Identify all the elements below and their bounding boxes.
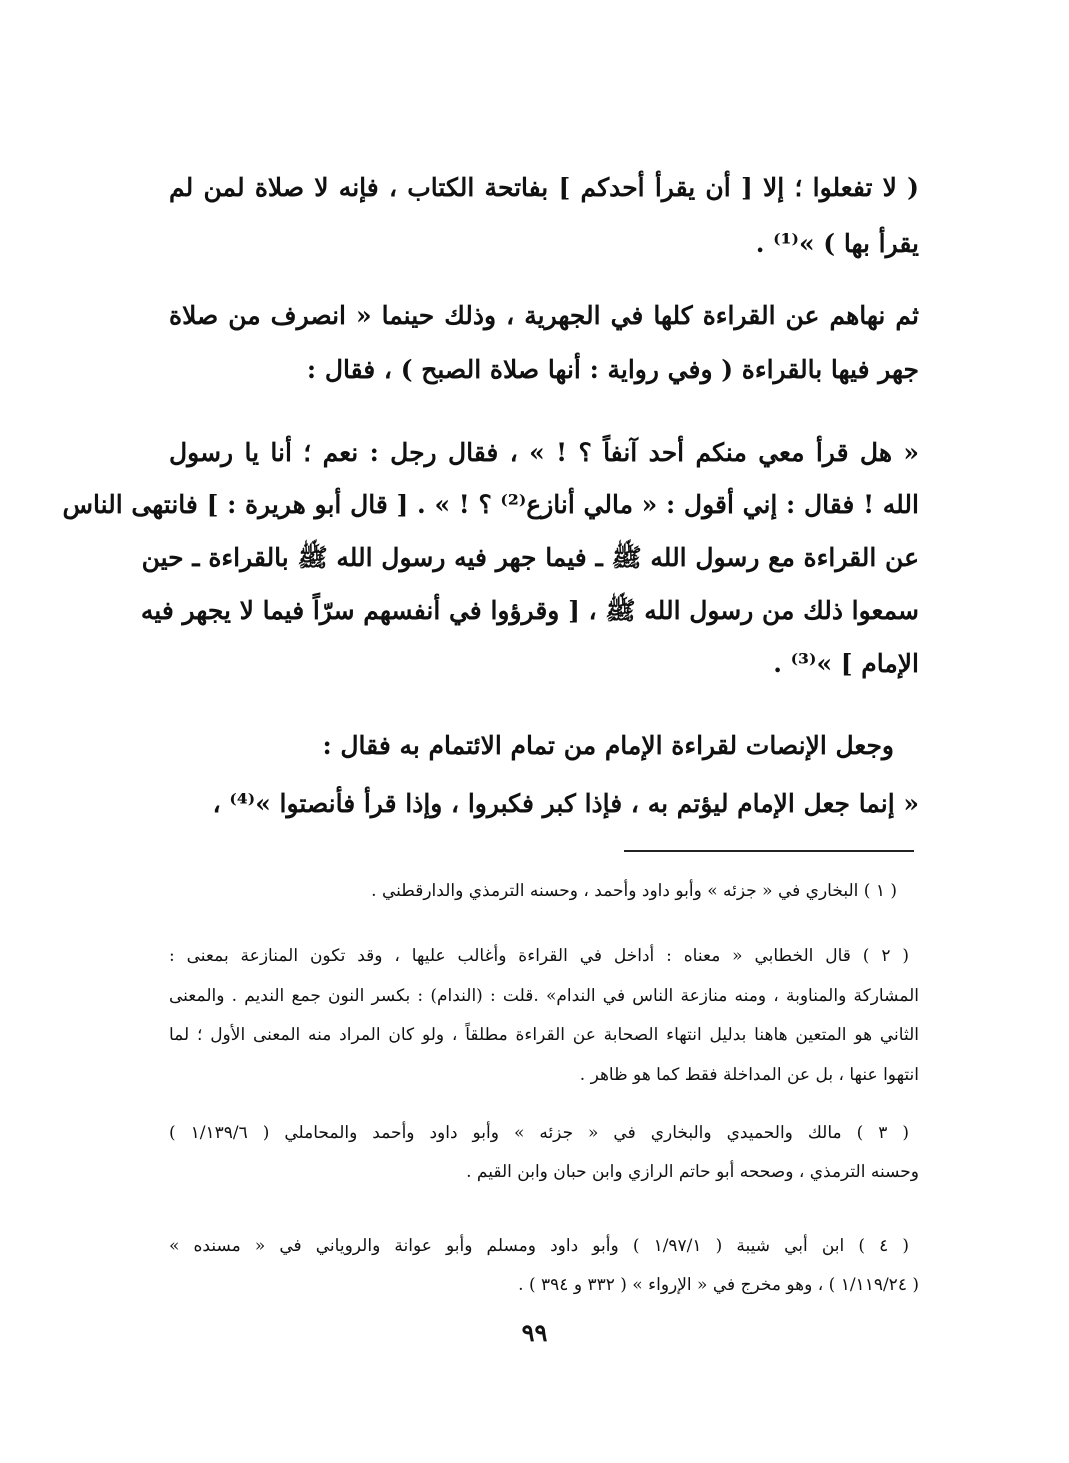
- main-text-line: الإمام ] »⁽³⁾ .: [773, 649, 919, 678]
- main-text-line: وجعل الإنصات لقراءة الإمام من تمام الائتمام به فقال :: [322, 731, 894, 760]
- main-text-line: عن القراءة مع رسول الله ﷺ ـ فيما جهر فيه رسول الله ﷺ بالقراءة ـ حين: [141, 543, 919, 572]
- main-text-line: ( لا تفعلوا ؛ إلا [ أن يقرأ أحدكم ] بفاتحة الكتاب ، فإنه لا صلاة لمن لم: [169, 173, 919, 202]
- main-text-line: يقرأ بها ) »⁽¹⁾ .: [755, 229, 919, 258]
- footnote-line: ( ١/١١٩/٢٤ ) ، وهو مخرج في « الإرواء » ( ٣٣٢ و ٣٩٤ ) .: [518, 1275, 919, 1295]
- page-number: ٩٩: [521, 1318, 548, 1347]
- footnote-line: المشاركة والمناوبة ، ومنه منازعة الناس في الندام» .قلت : (الندام) : بكسر النون جمع النديم . والمعنى: [169, 986, 919, 1006]
- footnote-line: ( ٣ ) مالك والحميدي والبخاري في « جزئه » وأبو داود وأحمد والمحاملي ( ١/١٣٩/٦ ): [169, 1123, 910, 1143]
- footnote-line: ( ١ ) البخاري في « جزئه » وأبو داود وأحمد ، وحسنه الترمذي والدارقطني .: [371, 881, 897, 901]
- footnote-line: انتهوا عنها ، بل عن المداخلة فقط كما هو ظاهر .: [579, 1065, 919, 1085]
- footnote-separator: [624, 850, 914, 852]
- footnote-line: ( ٢ ) قال الخطابي « معناه : أداخل في القراءة وأغالب عليها ، وقد تكون المنازعة بمعنى :: [169, 946, 909, 966]
- main-text-line: « هل قرأ معي منكم أحد آنفاً ؟ ! » ، فقال رجل : نعم ؛ أنا يا رسول: [169, 438, 919, 467]
- footnote-line: الثاني هو المتعين هاهنا بدليل انتهاء الصحابة عن القراءة مطلقاً ، ولو كان المراد منه المعنى الأول ؛ لما: [169, 1025, 919, 1045]
- footnote-line: ( ٤ ) ابن أبي شيبة ( ١/٩٧/١ ) وأبو داود ومسلم وأبو عوانة والروياني في « مسنده »: [169, 1236, 909, 1256]
- main-text-line: « إنما جعل الإمام ليؤتم به ، فإذا كبر فكبروا ، وإذا قرأ فأنصتوا »⁽⁴⁾ ،: [212, 789, 919, 818]
- footnote-line: وحسنه الترمذي ، وصححه أبو حاتم الرازي وابن حبان وابن القيم .: [466, 1162, 919, 1182]
- main-text-line: جهر فيها بالقراءة ( وفي رواية : أنها صلاة الصبح ) ، فقال :: [306, 355, 919, 384]
- main-text-line: الله ! فقال : إني أقول : « مالي أنازع⁽²⁾ ؟ ! » . [ قال أبو هريرة : ] فانتهى الناس: [62, 490, 919, 519]
- main-text-line: ثم نهاهم عن القراءة كلها في الجهرية ، وذلك حينما « انصرف من صلاة: [169, 301, 919, 330]
- main-text-line: سمعوا ذلك من رسول الله ﷺ ، [ وقرؤوا في أنفسهم سرّاً فيما لا يجهر فيه: [140, 596, 919, 625]
